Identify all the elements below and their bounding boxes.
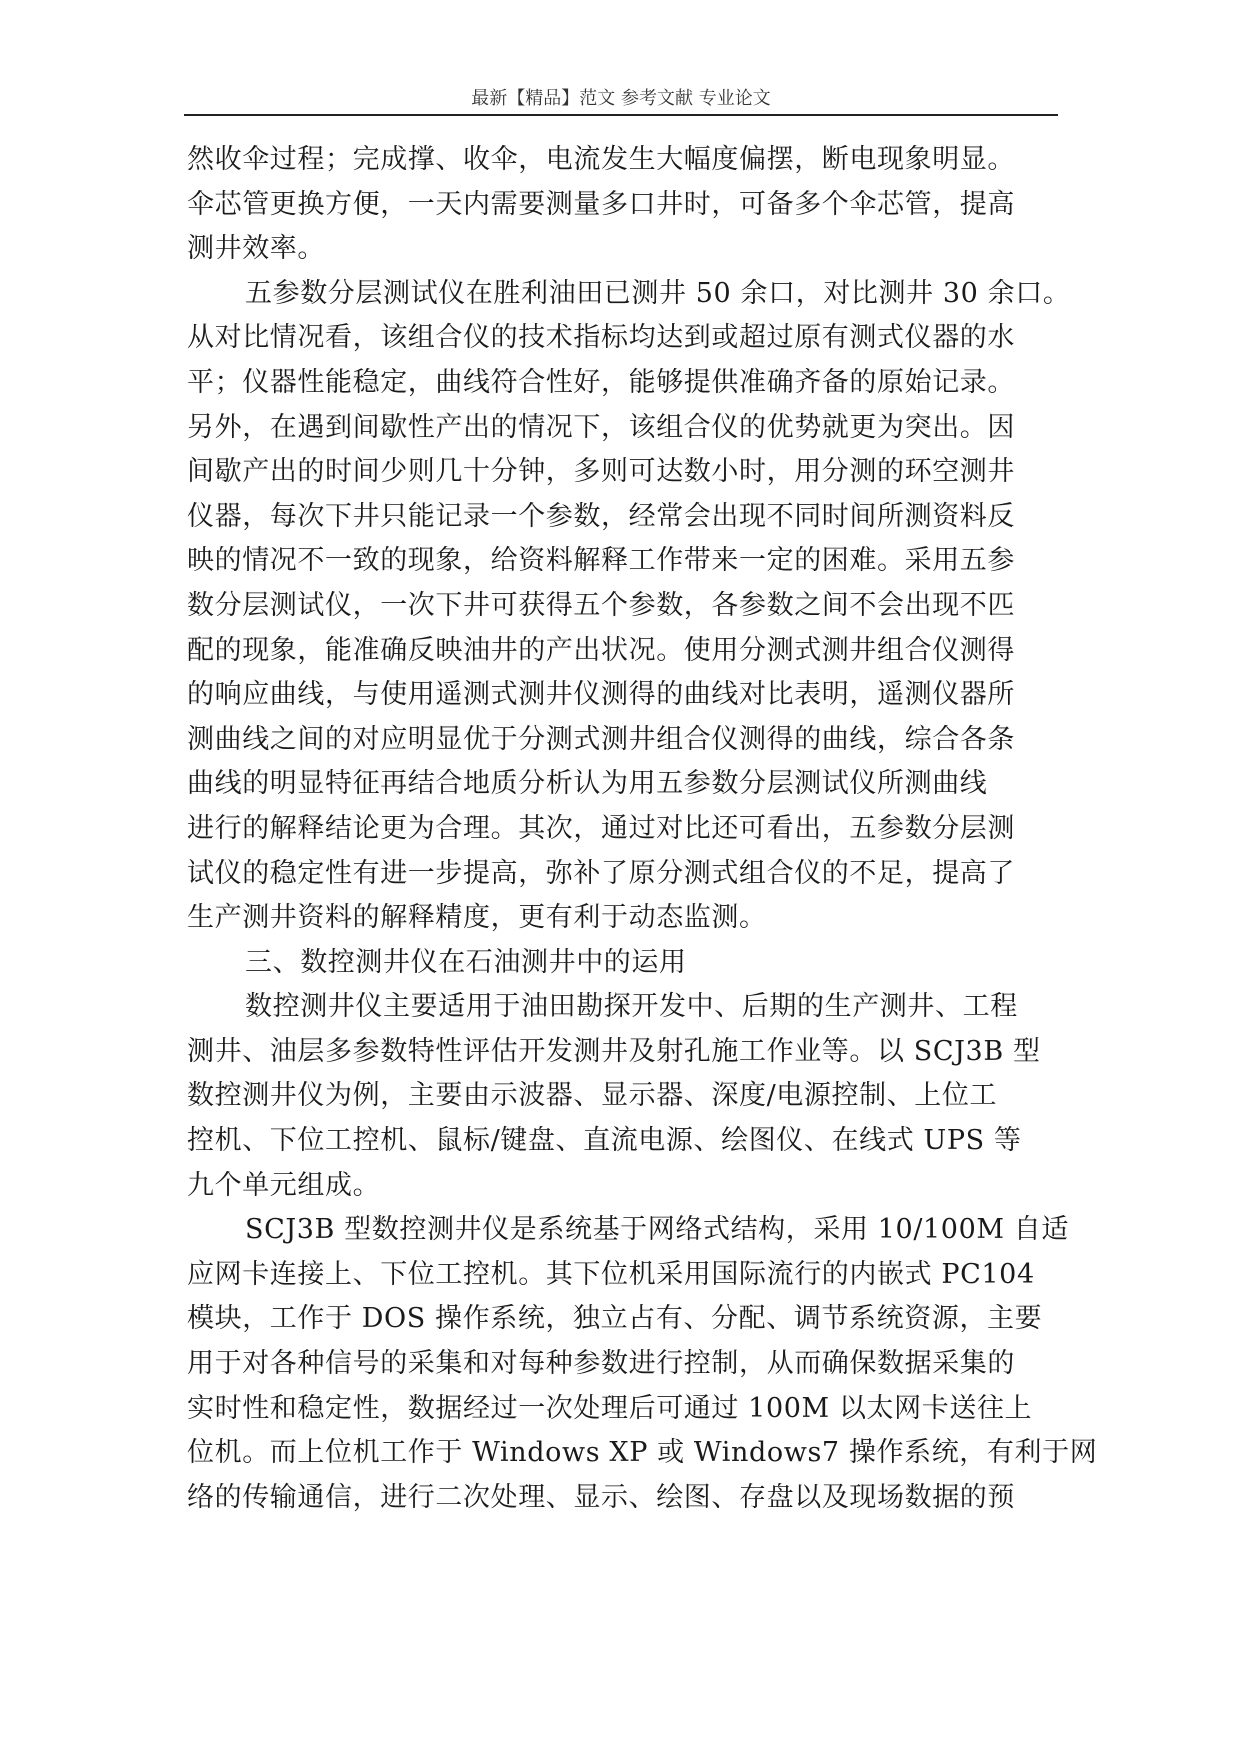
text-line: 数控测井仪为例，主要由示波器、显示器、深度/电源控制、上位工 <box>187 1080 998 1112</box>
paragraph-start-line: SCJ3B 型数控测井仪是系统基于网络式结构，采用 10/100M 自适 <box>245 1214 1069 1246</box>
text-line: 用于对各种信号的采集和对每种参数进行控制，从而确保数据采集的 <box>187 1348 1015 1380</box>
text-line: 映的情况不一致的现象，给资料解释工作带来一定的困难。采用五参 <box>187 545 1015 577</box>
text-line: 的响应曲线，与使用遥测式测井仪测得的曲线对比表明，遥测仪器所 <box>187 679 1015 711</box>
text-line: 然收伞过程；完成撑、收伞，电流发生大幅度偏摆，断电现象明显。 <box>187 144 1015 175</box>
text-line: 测曲线之间的对应明显优于分测式测井组合仪测得的曲线，综合各条 <box>187 723 1015 755</box>
text-line: 应网卡连接上、下位工控机。其下位机采用国际流行的内嵌式 PC104 <box>187 1258 1035 1290</box>
paragraph-start-line: 五参数分层测试仪在胜利油田已测井 50 余口，对比测井 30 余口。 <box>245 277 1071 309</box>
text-line: 位机。而上位机工作于 Windows XP 或 Windows7 操作系统，有利于网 <box>187 1437 1098 1469</box>
text-line: 控机、下位工控机、鼠标/键盘、直流电源、绘图仪、在线式 UPS 等 <box>187 1125 1022 1157</box>
text-line: 测井、油层多参数特性评估开发测井及射孔施工作业等。以 SCJ3B 型 <box>187 1035 1041 1067</box>
text-line: 从对比情况看，该组合仪的技术指标均达到或超过原有测式仪器的水 <box>187 322 1015 354</box>
header-divider <box>184 114 1058 116</box>
document-body <box>187 138 1098 1520</box>
text-line: 配的现象，能准确反映油井的产出状况。使用分测式测井组合仪测得 <box>187 634 1015 666</box>
text-line: 测井效率。 <box>187 233 325 265</box>
text-line: 实时性和稳定性，数据经过一次处理后可通过 100M 以太网卡送往上 <box>187 1392 1033 1424</box>
section-heading: 三、数控测井仪在石油测井中的运用 <box>245 946 687 978</box>
text-line: 九个单元组成。 <box>187 1169 381 1201</box>
text-line: 仪器，每次下井只能记录一个参数，经常会出现不同时间所测资料反 <box>187 500 1015 532</box>
text-line: 络的传输通信，进行二次处理、显示、绘图、存盘以及现场数据的预 <box>187 1481 1015 1513</box>
text-line: 模块，工作于 DOS 操作系统，独立占有、分配、调节系统资源，主要 <box>187 1303 1043 1335</box>
text-line: 进行的解释结论更为合理。其次，通过对比还可看出，五参数分层测 <box>187 812 1015 844</box>
text-line: 伞芯管更换方便，一天内需要测量多口井时，可备多个伞芯管，提高 <box>187 188 1015 220</box>
text-line: 数分层测试仪，一次下井可获得五个参数，各参数之间不会出现不匹 <box>187 589 1015 621</box>
text-line: 生产测井资料的解释精度，更有利于动态监测。 <box>187 902 767 934</box>
text-line: 平；仪器性能稳定，曲线符合性好，能够提供准确齐备的原始记录。 <box>187 366 1015 398</box>
paragraph-start-line: 数控测井仪主要适用于油田勘探开发中、后期的生产测井、工程 <box>245 991 1018 1023</box>
text-line: 曲线的明显特征再结合地质分析认为用五参数分层测试仪所测曲线 <box>187 768 988 800</box>
text-line: 间歇产出的时间少则几十分钟，多则可达数小时，用分测的环空测井 <box>187 456 1015 488</box>
page-header: 最新【精品】范文 参考文献 专业论文 <box>471 88 771 109</box>
text-line: 试仪的稳定性有进一步提高，弥补了原分测式组合仪的不足，提高了 <box>187 857 1015 889</box>
text-line: 另外，在遇到间歇性产出的情况下，该组合仪的优势就更为突出。因 <box>187 411 1015 443</box>
